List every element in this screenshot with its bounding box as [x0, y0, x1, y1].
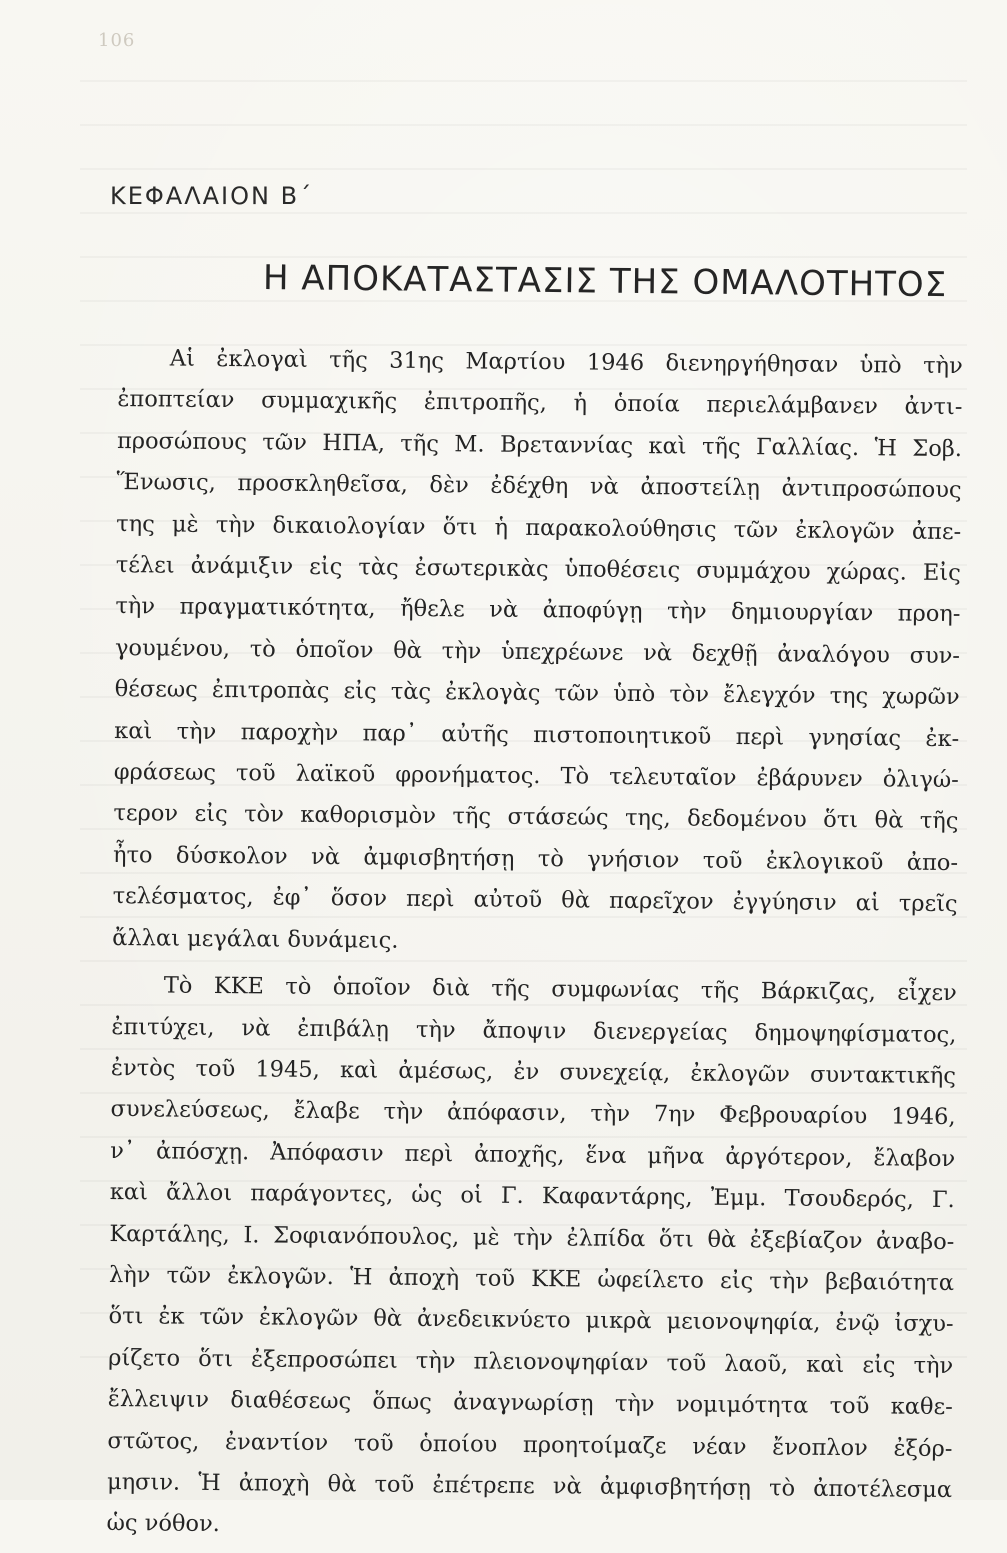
text-line: Αἱ ἐκλογαὶ τῆς 31ης Μαρτίου 1946 διενηργήθησαν ὑπὸ τὴν [169, 345, 963, 380]
chapter-label: ΚΕΦΑΛΑΙΟΝ Β΄ [110, 182, 314, 210]
text-line: καὶ τὴν παροχὴν παρ᾽ αὐτῆς πιστοποιητικοῦ περὶ γνησίας ἐκ- [114, 717, 960, 752]
text-line: Τὸ ΚΚΕ τὸ ὁποῖον διὰ τῆς συμφωνίας τῆς Βάρκιζας, εἶχεν [163, 972, 957, 1007]
text-line: τέλει ἀνάμιξιν εἰς τὰς ἐσωτερικὰς ὑποθέσεις συμμάχου χώρας. Εἰς [115, 552, 961, 587]
text-line: ὅτι ἐκ τῶν ἐκλογῶν θὰ ἀνεδεικνύετο μικρὰ μειονοψηφία, ἐνῷ ἰσχυ- [108, 1303, 954, 1338]
body-text [106, 338, 963, 1553]
text-line: φράσεως τοῦ λαϊκοῦ φρονήματος. Τὸ τελευταῖον ἐβάρυνεν ὀλιγώ- [113, 759, 959, 794]
text-line: ν᾽ ἀπόσχῃ. Ἀπόφασιν περὶ ἀποχῆς, ἕνα μῆνα ἀργότερον, ἔλαβον [110, 1137, 956, 1172]
text-line: τερον εἰς τὸν καθορισμὸν τῆς στάσεώς της, δεδομένου ὅτι θὰ τῆς [113, 800, 959, 835]
text-line: τελέσματος, ἐφ᾽ ὅσον περὶ αὐτοῦ θὰ παρεῖχον ἐγγύησιν αἱ τρεῖς [112, 883, 958, 918]
page-number: 106 [98, 30, 136, 51]
text-line: στῶτος, ἐναντίον τοῦ ὁποίου προητοίμαζε νέαν ἔνοπλον ἐξόρ- [107, 1427, 953, 1462]
text-line: ἐποπτείαν συμμαχικῆς ἐπιτροπῆς, ἡ ὁποία περιελάμβανεν ἀντι- [117, 386, 963, 421]
chapter-title: Η ΑΠΟΚΑΤΑΣΤΑΣΙΣ ΤΗΣ ΟΜΑΛΟΤΗΤΟΣ [262, 258, 948, 306]
text-line: Καρτάλης, Ι. Σοφιανόπουλος, μὲ τὴν ἐλπίδα ὅτι θὰ ἐξεβίαζον ἀναβο- [109, 1220, 955, 1255]
text-line: καὶ ἄλλοι παράγοντες, ὡς οἱ Γ. Καφαντάρης, Ἐμμ. Τσουδερός, Γ. [109, 1179, 955, 1214]
text-line: ἐντὸς τοῦ 1945, καὶ ἀμέσως, ἐν συνεχείᾳ, ἐκλογῶν συντακτικῆς [110, 1054, 957, 1089]
text-line: μησιν. Ἡ ἀποχὴ θὰ τοῦ ἐπέτρεπε νὰ ἀμφισβητήσῃ τὸ ἀποτέλεσμα [106, 1468, 953, 1504]
text-line: τὴν πραγματικότητα, ἤθελε νὰ ἀποφύγῃ τὴν δημιουργίαν προη- [115, 593, 961, 628]
text-line: ἄλλαι μεγάλαι δυνάμεις. [112, 924, 399, 954]
paragraph-2 [106, 965, 957, 1553]
text-line: προσώπους τῶν ΗΠΑ, τῆς Μ. Βρεταννίας καὶ τῆς Γαλλίας. Ἡ Σοβ. [116, 427, 963, 462]
text-line: ὡς νόθον. [106, 1510, 220, 1538]
text-line: γουμένου, τὸ ὁποῖον θὰ τὴν ὑπεχρέωνε νὰ δεχθῇ ἀναλόγου συν- [114, 634, 961, 669]
text-line: θέσεως ἐπιτροπὰς εἰς τὰς ἐκλογὰς τῶν ὑπὸ τὸν ἔλεγχόν της χωρῶν [114, 676, 960, 711]
text-line: ρίζετο ὅτι ἐξεπροσώπει τὴν πλειονοψηφίαν τοῦ λαοῦ, καὶ εἰς τὴν [108, 1344, 954, 1379]
text-line: ἐπιτύχει, νὰ ἐπιβάλῃ τὴν ἄποψιν διενεργείας δημοψηφίσματος, [111, 1013, 957, 1048]
text-line: Ἕνωσις, προσκληθεῖσα, δὲν ἐδέχθη νὰ ἀποστείλῃ ἀντιπροσώπους [116, 469, 962, 504]
text-line: ἔλλειψιν διαθέσεως ὅπως ἀναγνωρίσῃ τὴν νομιμότητα τοῦ καθε- [107, 1386, 953, 1421]
text-line: συνελεύσεως, ἔλαβε τὴν ἀπόφασιν, τὴν 7ην Φεβρουαρίου 1946, [110, 1096, 956, 1131]
paragraph-1 [112, 338, 963, 967]
text-line: ἦτο δύσκολον νὰ ἀμφισβητήσῃ τὸ γνήσιον τοῦ ἐκλογικοῦ ἀπο- [112, 841, 959, 876]
text-line: λὴν τῶν ἐκλογῶν. Ἡ ἀποχὴ τοῦ ΚΚΕ ὠφείλετο εἰς τὴν βεβαιότητα [108, 1261, 955, 1297]
text-line: της μὲ τὴν δικαιολογίαν ὅτι ἡ παρακολούθησις τῶν ἐκλογῶν ἀπε- [116, 510, 962, 545]
